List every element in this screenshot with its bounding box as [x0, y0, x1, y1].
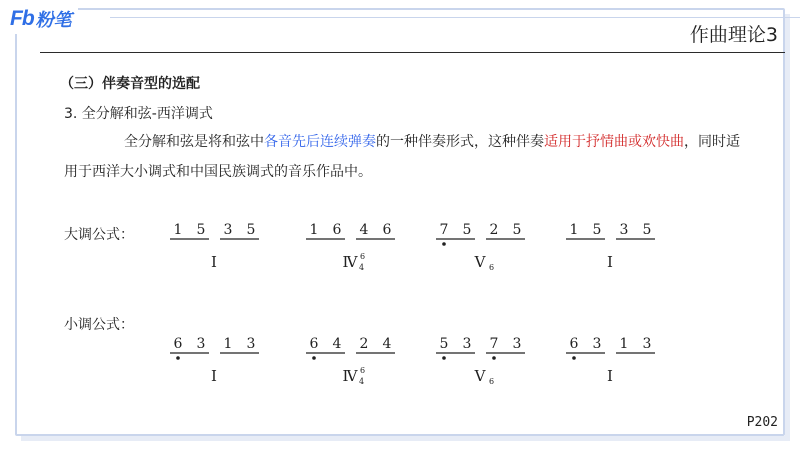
- note-1: 1: [569, 222, 579, 238]
- note-1: 6: [309, 336, 319, 352]
- chord-subscript: 6: [489, 377, 495, 386]
- minor-pattern-3-notation: [436, 334, 536, 394]
- lower-octave-dot: [442, 356, 446, 360]
- note-3: 3: [619, 222, 629, 238]
- major-pattern-3: [436, 220, 536, 280]
- para-highlight-blue: 各音先后连续弹奏: [264, 134, 376, 150]
- note-1: 1: [173, 222, 183, 238]
- header-divider: [110, 17, 800, 18]
- chord-subscript: 4: [359, 263, 365, 272]
- frame-shadow-bottom: [21, 436, 790, 441]
- note-2: 4: [332, 336, 342, 352]
- note-2: 3: [462, 336, 472, 352]
- note-2: 5: [462, 222, 472, 238]
- note-1: 6: [173, 336, 183, 352]
- description-paragraph: [64, 127, 744, 187]
- minor-pattern-4: [566, 334, 666, 394]
- major-pattern-4-notation: [566, 220, 666, 280]
- para-text-3: ，同时适用于西洋大小调式和中国民族调式的音乐作品中。: [64, 134, 740, 180]
- note-1: 7: [439, 222, 449, 238]
- note-1: 1: [309, 222, 319, 238]
- logo-badge: Fb: [10, 7, 34, 30]
- note-3: 4: [359, 222, 369, 238]
- minor-pattern-4-notation: [566, 334, 666, 394]
- note-4: 5: [246, 222, 256, 238]
- note-2: 6: [332, 222, 342, 238]
- note-3: 1: [619, 336, 629, 352]
- major-pattern-2: [306, 220, 406, 280]
- note-4: 3: [246, 336, 256, 352]
- lower-octave-dot: [442, 242, 446, 246]
- logo-text: 粉笔: [35, 10, 72, 31]
- page-title: 作曲理论3: [689, 24, 778, 46]
- lower-octave-dot: [176, 356, 180, 360]
- chord-superscript: 6: [360, 366, 366, 375]
- note-4: 4: [382, 336, 392, 352]
- chord-subscript: 6: [489, 263, 495, 272]
- frame-shadow-right: [785, 14, 790, 440]
- note-1: 6: [569, 336, 579, 352]
- section-subheading: 3. 全分解和弦-西洋调式: [64, 106, 213, 122]
- chord-numeral: Ⅰ: [211, 253, 217, 271]
- para-highlight-red: 适用于抒情曲或欢快曲: [544, 134, 684, 150]
- note-1: 5: [439, 336, 449, 352]
- minor-pattern-3: [436, 334, 536, 394]
- lower-octave-dot: [572, 356, 576, 360]
- note-4: 3: [512, 336, 522, 352]
- note-2: 3: [592, 336, 602, 352]
- lower-octave-dot: [492, 356, 496, 360]
- note-3: 2: [359, 336, 369, 352]
- note-4: 5: [512, 222, 522, 238]
- para-text-1: 全分解和弦是将和弦中: [124, 134, 264, 150]
- lower-octave-dot: [312, 356, 316, 360]
- minor-pattern-1-notation: [170, 334, 270, 394]
- section-heading: （三）伴奏音型的选配: [60, 76, 200, 92]
- note-3: 2: [489, 222, 499, 238]
- major-pattern-2-notation: [306, 220, 406, 280]
- chord-numeral: Ⅴ: [474, 253, 486, 271]
- chord-numeral: Ⅰ: [607, 253, 613, 271]
- major-formula-label: 大调公式：: [64, 227, 134, 243]
- chord-numeral: Ⅰ: [211, 367, 217, 385]
- chord-numeral: Ⅴ: [474, 367, 486, 385]
- minor-pattern-1: [170, 334, 270, 394]
- note-2: 5: [196, 222, 206, 238]
- page-number: P202: [746, 415, 778, 430]
- note-4: 3: [642, 336, 652, 352]
- major-pattern-1-notation: [170, 220, 270, 280]
- note-3: 1: [223, 336, 233, 352]
- chord-subscript: 4: [359, 377, 365, 386]
- para-text-2: 的一种伴奏形式，这种伴奏: [376, 134, 544, 150]
- title-rule: [40, 52, 785, 53]
- note-3: 3: [223, 222, 233, 238]
- brand-logo: [6, 4, 78, 34]
- minor-formula-label: 小调公式：: [64, 317, 134, 333]
- chord-numeral: Ⅳ: [342, 253, 358, 271]
- chord-numeral: Ⅳ: [342, 367, 358, 385]
- major-pattern-1: [170, 220, 270, 280]
- chord-superscript: 6: [360, 252, 366, 261]
- note-3: 7: [489, 336, 499, 352]
- chord-numeral: Ⅰ: [607, 367, 613, 385]
- note-4: 6: [382, 222, 392, 238]
- note-2: 3: [196, 336, 206, 352]
- major-pattern-4: [566, 220, 666, 280]
- minor-pattern-2-notation: [306, 334, 406, 394]
- minor-pattern-2: [306, 334, 406, 394]
- note-2: 5: [592, 222, 602, 238]
- major-pattern-3-notation: [436, 220, 536, 280]
- note-4: 5: [642, 222, 652, 238]
